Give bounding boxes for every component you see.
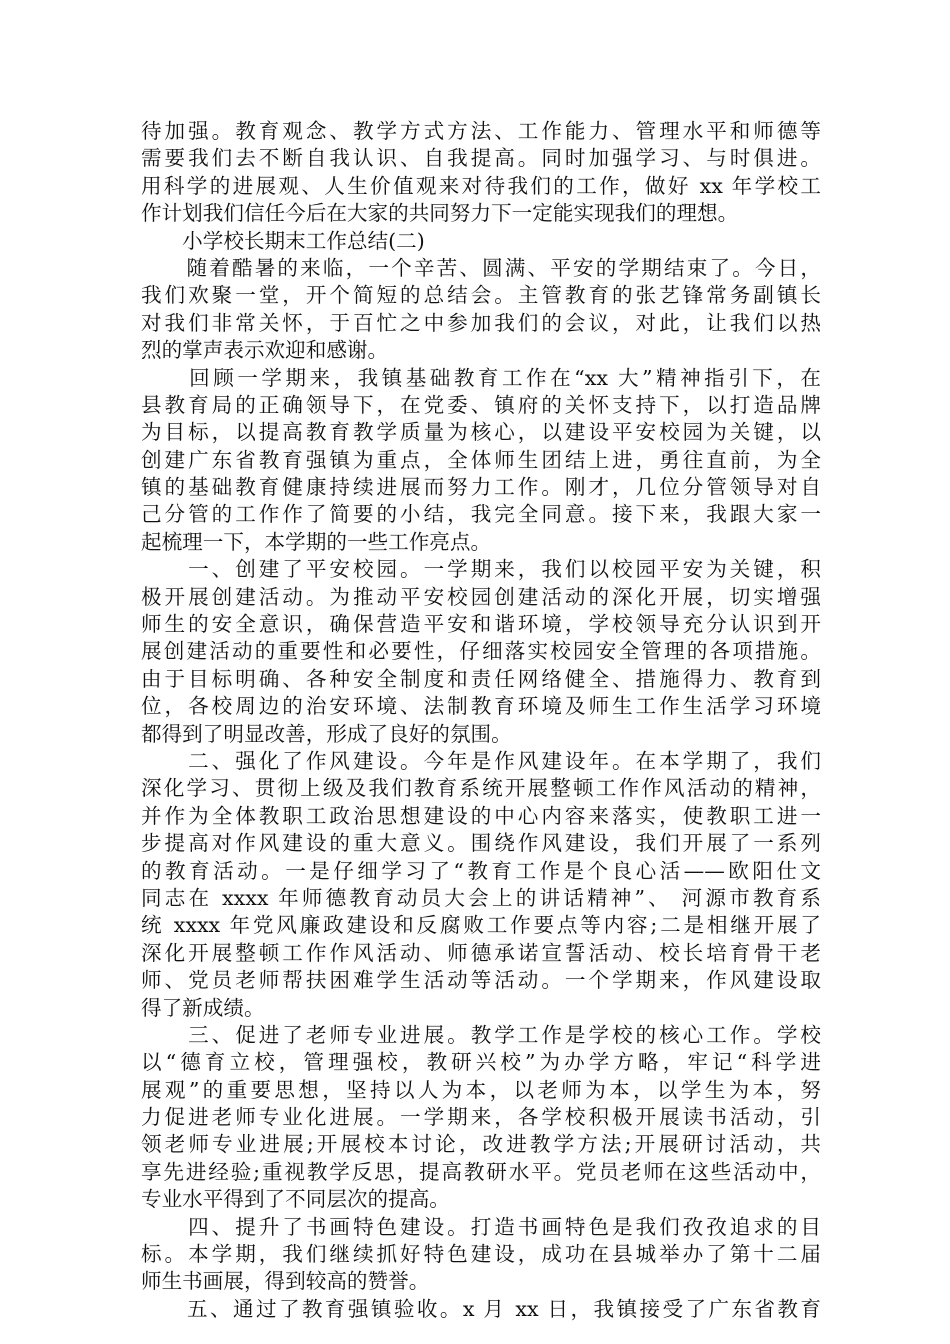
text-line: 力促进老师专业化进展。一学期来，各学校积极开展读书活动，引 [141,1105,821,1130]
text-line: 用科学的进展观、人生价值观来对待我们的工作，做好 xx 年学校工 [141,173,821,198]
text-line: 由于目标明确、各种安全制度和责任网络健全、措施得力、教育到 [141,666,821,691]
text-line: 标。本学期，我们继续抓好特色建设，成功在县城举办了第十二届 [141,1242,821,1267]
text-line: 三、促进了老师专业进展。教学工作是学校的核心工作。学校 [141,1022,821,1047]
text-line: 师、党员老师帮扶困难学生活动等活动。一个学期来，作风建设取 [141,968,821,993]
text-line: 享先进经验;重视教学反思，提高教研水平。党员老师在这些活动中， [141,1159,821,1184]
text-line: 极开展创建活动。为推动平安校园创建活动的深化开展，切实增强 [141,584,821,609]
text-line: 专业水平得到了不同层次的提高。 [141,1187,450,1212]
text-line: 回顾一学期来，我镇基础教育工作在“xx 大”精神指引下，在 [141,365,821,390]
text-line: 作计划我们信任今后在大家的共同努力下一定能实现我们的理想。 [141,201,739,226]
text-line: 需要我们去不断自我认识、自我提高。同时加强学习、与时俱进。 [141,146,821,171]
text-line: 待加强。教育观念、教学方式方法、工作能力、管理水平和师德等 [141,119,821,143]
text-line: 领老师专业进展;开展校本讨论，改进教学方法;开展研讨活动，共 [141,1132,821,1157]
text-line: 展观”的重要思想，坚持以人为本，以老师为本，以学生为本，努 [141,1077,821,1102]
text-line: 统 xxxx 年党风廉政建设和反腐败工作要点等内容;二是相继开展了 [141,913,821,938]
text-line: 并作为全体教职工政治思想建设的中心内容来落实，使教职工进一 [141,803,821,828]
text-line: 县教育局的正确领导下，在党委、镇府的关怀支持下，以打造品牌 [141,392,821,417]
text-line: 我们欢聚一堂，开个简短的总结会。主管教育的张艺锋常务副镇长 [141,283,821,308]
text-line: 都得到了明显改善，形成了良好的氛围。 [141,721,512,746]
section-heading: 小学校长期末工作总结(二) [141,228,425,253]
text-line: 展创建活动的重要性和必要性，仔细落实校园安全管理的各项措施。 [141,639,821,664]
text-line: 师生的安全意识，确保营造平安和谐环境，学校领导充分认识到开 [141,612,821,637]
text-line: 镇的基础教育健康持续进展而努力工作。刚才，几位分管领导对自 [141,475,821,500]
text-line: 二、强化了作风建设。今年是作风建设年。在本学期了，我们 [141,748,821,773]
text-line: 对我们非常关怀，于百忙之中参加我们的会议，对此，让我们以热 [141,310,821,335]
text-line: 为目标，以提高教育教学质量为核心，以建设平安校园为关键，以 [141,420,821,445]
text-line: 创建广东省教育强镇为重点，全体师生团结上进，勇往直前，为全 [141,447,821,472]
document-body [141,118,821,1323]
text-line: 得了新成绩。 [141,995,265,1020]
text-line: 四、提升了书画特色建设。打造书画特色是我们孜孜追求的目 [141,1214,821,1239]
text-line: 五、通过了教育强镇验收。x 月 xx 日，我镇接受了广东省教育 [141,1296,821,1321]
text-line: 烈的掌声表示欢迎和感谢。 [141,338,389,363]
text-line: 步提高对作风建设的重大意义。围绕作风建设，我们开展了一系列 [141,831,821,856]
text-line: 一、创建了平安校园。一学期来，我们以校园平安为关键，积 [141,557,821,582]
text-line: 深化学习、贯彻上级及我们教育系统开展整顿工作作风活动的精神， [141,776,821,801]
text-line: 师生书画展，得到较高的赞誉。 [141,1269,430,1294]
text-line: 以“德育立校，管理强校，教研兴校”为办学方略，牢记“科学进 [141,1050,821,1075]
text-line: 位，各校周边的治安环境、法制教育环境及师生工作生活学习环境 [141,694,821,719]
text-line: 深化开展整顿工作作风活动、师德承诺宣誓活动、校长培育骨干老 [141,940,821,965]
text-line: 起梳理一下，本学期的一些工作亮点。 [141,529,492,554]
text-line: 同志在 xxxx 年师德教育动员大会上的讲话精神”、 河源市教育系 [141,885,821,910]
text-line: 的教育活动。一是仔细学习了“教育工作是个良心活——欧阳仕文 [141,858,821,883]
text-line: 己分管的工作作了简要的小结，我完全同意。接下来，我跟大家一 [141,502,821,527]
text-line: 随着酷暑的来临，一个辛苦、圆满、平安的学期结束了。今日， [141,255,821,280]
